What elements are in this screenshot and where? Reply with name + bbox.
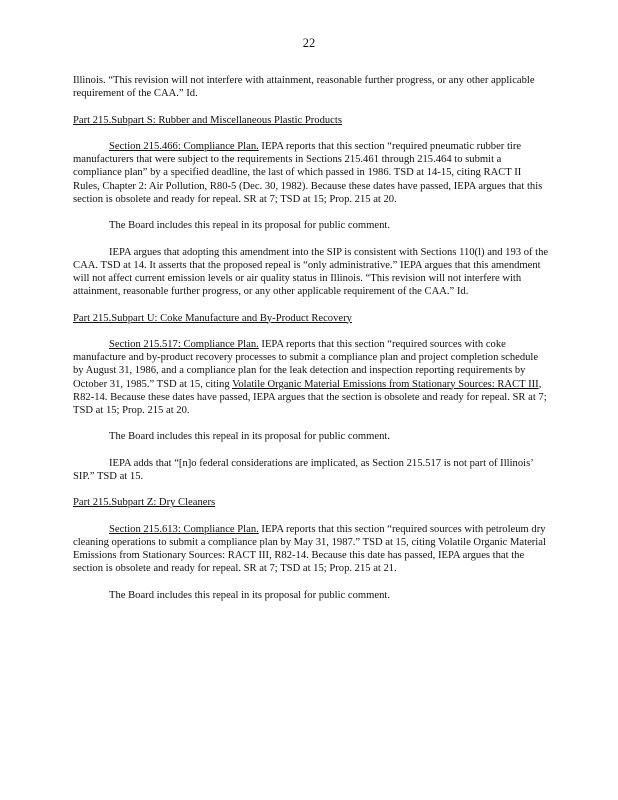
paragraph-section-215-613: [73, 523, 549, 576]
heading-subpart-z: Part 215.Subpart Z: Dry Cleaners: [73, 497, 216, 509]
section-215-517-body-b: , R82-14. Because these dates have passed, IEPA argues that the section is obsolete and ready for repeal. SR at 7; TSD at 15; Prop. 215 at 20.: [73, 378, 547, 416]
paragraph-sip-consistency: IEPA argues that adopting this amendment into the SIP is consistent with Sections 110(l) and 193 of the CAA. TSD at 14. It asserts that the proposed repeal is “only administrative.” IEPA argues that this amendment will not affect current emission levels or air quality status in Illinois. “This revision will not interfere with attainment, reasonable further progress, or any other applicable requirement of the CAA.” Id.: [73, 246, 549, 298]
section-215-517-title: Section 215.517: Compliance Plan.: [109, 338, 259, 350]
paragraph-board-repeal-3: The Board includes this repeal in its proposal for public comment.: [109, 589, 390, 601]
paragraph-illinois-continuation: Illinois. “This revision will not interfere with attainment, reasonable further progress, or any other applicable requirement of the CAA.” Id.: [73, 75, 535, 100]
page-number: 22: [302, 36, 316, 50]
paragraph-board-repeal-1: The Board includes this repeal in its proposal for public comment.: [109, 220, 390, 232]
paragraph-section-215-466: [73, 140, 549, 206]
heading-subpart-u: Part 215.Subpart U: Coke Manufacture and By-Product Recovery: [73, 312, 352, 324]
paragraph-board-repeal-2: The Board includes this repeal in its proposal for public comment.: [109, 431, 390, 443]
section-215-517-citation: Volatile Organic Material Emissions from Stationary Sources: RACT III: [232, 378, 539, 390]
section-215-613-title: Section 215.613: Compliance Plan.: [109, 523, 259, 535]
section-215-466-title: Section 215.466: Compliance Plan.: [109, 140, 259, 152]
section-215-517-body-a: IEPA reports that this section “required sources with coke manufacture and by-product recovery processes to submit a compliance plan and project completion schedule by August 31, 1986, and a compliance plan for the leak detection and inspection reporting requirements by October 31, 1985.” TSD at 15, citing: [73, 338, 539, 390]
paragraph-section-215-517: [73, 338, 549, 417]
section-215-466-body: IEPA reports that this section “required pneumatic rubber tire manufacturers that were subject to the requirements in Sections 215.461 through 215.464 to submit a compliance plan” by a specified deadline, the last of which passed in 1986. TSD at 14-15, citing RACT II Rules, Chapter 2: Air Pollution, R80-5 (Dec. 30, 1982). Because these dates have passed, IEPA argues that this section is obsolete and ready for repeal. SR at 7; TSD at 15; Prop. 215 at 20.: [73, 140, 543, 205]
section-215-613-body: IEPA reports that this section “required sources with petroleum dry cleaning operations to submit a compliance plan by May 31, 1987.” TSD at 15, citing Volatile Organic Material Emissions from Stationary Sources: RACT III, R82-14. Because this date has passed, IEPA argues that the section is obsolete and ready for repeal. SR at 7; TSD at 15; Prop. 215 at 21.: [73, 523, 546, 575]
body-text: [73, 74, 549, 615]
paragraph-federal-considerations: IEPA adds that “[n]o federal considerations are implicated, as Section 215.517 is not part of Illinois’ SIP.” TSD at 15.: [73, 457, 533, 482]
heading-subpart-s: Part 215.Subpart S: Rubber and Miscellaneous Plastic Products: [73, 114, 342, 126]
